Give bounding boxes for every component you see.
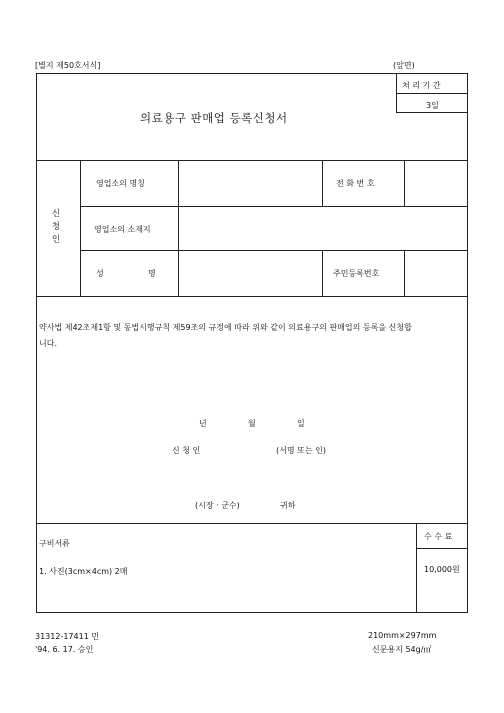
- processing-period-label: 처 리 기 간: [402, 81, 441, 90]
- date-month-label: 월: [248, 419, 256, 428]
- resident-number-label: 주민등록번호: [333, 269, 380, 278]
- signature-label: 신 청 인: [172, 446, 201, 455]
- recipient-authority: (시장 · 군수): [195, 501, 240, 510]
- required-documents-item: 1. 사진(3cm×4cm) 2매: [39, 567, 128, 576]
- business-name-label: 영업소의 명칭: [96, 179, 145, 188]
- date-year-label: 년: [199, 419, 207, 428]
- statement-line-2: 니다.: [39, 339, 57, 348]
- processing-period-value: 3일: [426, 101, 439, 110]
- paper-size: 210mm×297mm: [368, 631, 437, 640]
- paper-type: 신문용지 54g/㎡: [372, 645, 432, 654]
- applicant-side-label: 신 청 인: [51, 209, 61, 245]
- name-label-second: 명: [148, 269, 156, 278]
- phone-label: 전 화 번 호: [336, 179, 375, 188]
- date-day-label: 일: [297, 419, 305, 428]
- required-documents-header: 구비서류: [39, 539, 70, 548]
- fee-header: 수 수 료: [424, 532, 453, 541]
- statement-line-1: 약사법 제42조제1항 및 동법시행규칙 제59조의 규정에 따라 위와 같이 의료용구의 판매업의 등록을 신청합: [39, 323, 412, 332]
- recipient-suffix: 귀하: [280, 501, 296, 510]
- business-address-label: 영업소의 소재지: [94, 225, 151, 234]
- fee-value: 10,000원: [424, 565, 460, 574]
- approval-date: '94. 6. 17. 승인: [35, 645, 94, 654]
- form-code: 31312-17411 민: [35, 632, 100, 641]
- form-number: [별지 제50호서식]: [35, 61, 101, 70]
- form-title: 의료용구 판매업 등록신청서: [140, 111, 288, 125]
- form-frame: [36, 73, 468, 613]
- front-side-label: (앞면): [393, 61, 415, 70]
- signature-note: (서명 또는 인): [276, 446, 326, 455]
- name-label-first: 성: [96, 269, 104, 278]
